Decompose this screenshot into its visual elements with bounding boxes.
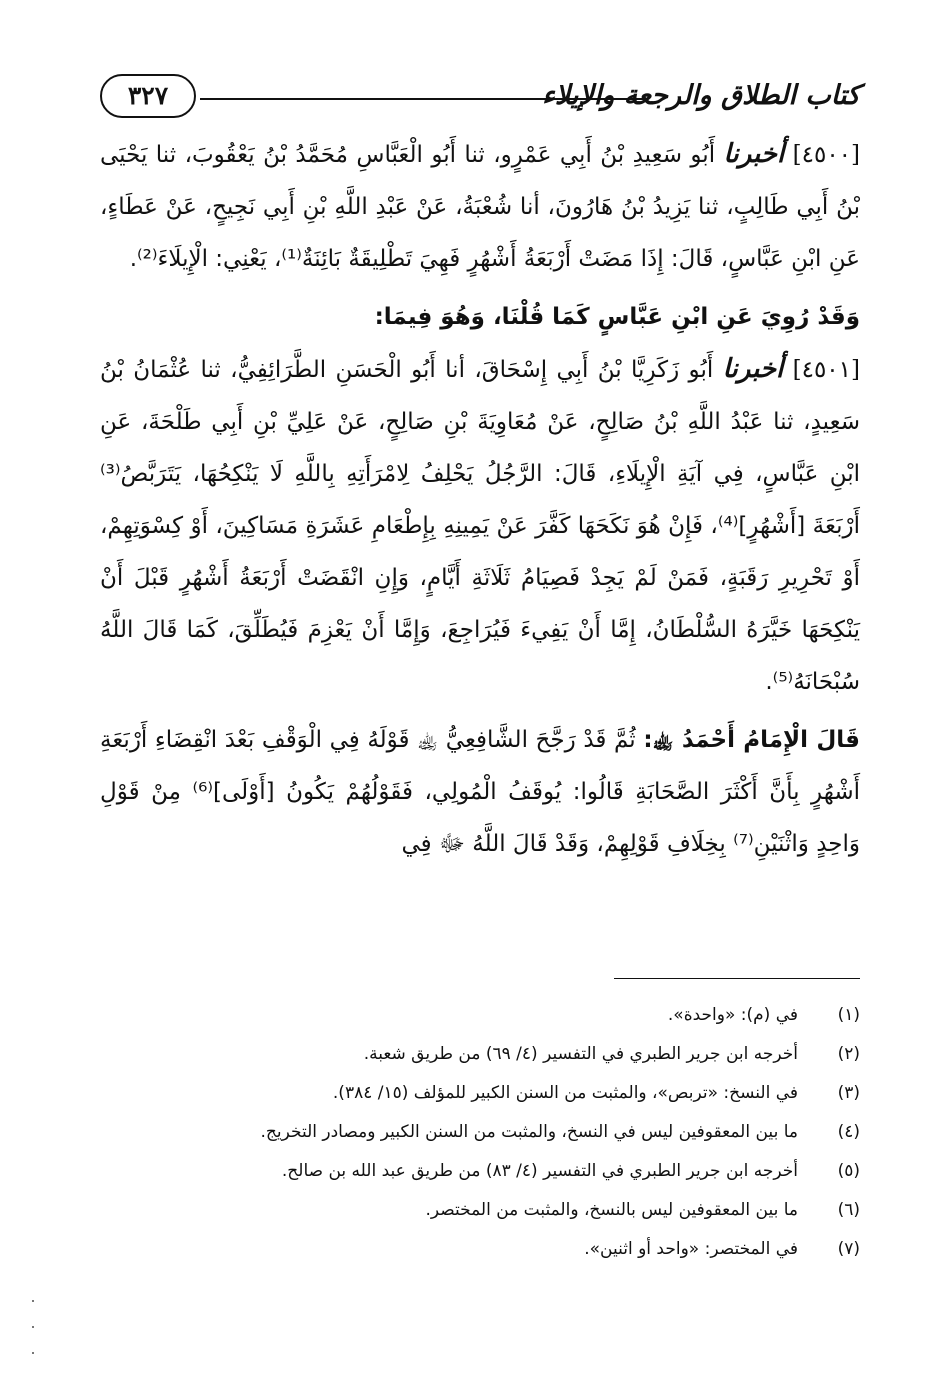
imam-lead: قَالَ الْإِمَامُ أَحْمَدُ ﵀: xyxy=(643,727,860,753)
footnote-text: ما بين المعقوفين ليس في النسخ، والمثبت من السنن الكبير ومصادر التخريج. xyxy=(260,1122,798,1142)
footnote-number: (٤) xyxy=(837,1122,860,1142)
footnote-item xyxy=(100,996,860,1035)
footnote-text: أخرجه ابن جرير الطبري في التفسير (٤/ ٨٣) من طريق عبد الله بن صالح. xyxy=(281,1161,798,1181)
hadith-number: [٤٥٠٠] xyxy=(792,142,861,168)
main-text xyxy=(100,128,860,870)
footnote-text: في النسخ: «تربص»، والمثبت من السنن الكبير للمؤلف (١٥/ ٣٨٤). xyxy=(332,1083,798,1103)
footnote-item xyxy=(100,1074,860,1113)
footnote-item xyxy=(100,1152,860,1191)
footnote-text: ما بين المعقوفين ليس بالنسخ، والمثبت من المختصر. xyxy=(425,1200,798,1220)
hadith-4500 xyxy=(100,128,860,285)
footnote-text: أخرجه ابن جرير الطبري في التفسير (٤/ ٦٩) من طريق شعبة. xyxy=(363,1044,798,1064)
header-rule xyxy=(200,98,648,100)
footnote-text: في (م): «واحدة». xyxy=(667,1005,798,1025)
scan-dot xyxy=(32,1326,34,1328)
hadith-keyword: أخبرنا xyxy=(723,139,785,169)
footnotes xyxy=(100,996,860,1269)
footnote-number: (٧) xyxy=(837,1239,860,1259)
imam-comment xyxy=(100,714,860,870)
scan-margin-marks xyxy=(28,1300,38,1360)
footnote-number: (٢) xyxy=(837,1044,860,1064)
footnote-item xyxy=(100,1191,860,1230)
imam-text: ثُمَّ قَدْ رَجَّحَ الشَّافِعِيُّ ﵀ قَوْلَهُ فِي الْوَقْفِ بَعْدَ انْقِضَاءِ أَرْبَعَةِ أَشْهُرٍ بِأَنَّ أَكْثَرَ الصَّحَابَةِ قَالُوا: يُوقَفُ الْمُولِي، فَقَوْلُهُمْ يَكُونُ [أَوْلَى]⁽⁶⁾ مِنْ قَوْلِ وَاحِدٍ وَاثْنَيْنِ⁽⁷⁾ بِخِلَافِ قَوْلِهِمْ، وَقَدْ قَالَ اللَّهُ ﷻ فِي xyxy=(100,727,861,857)
footnote-item xyxy=(100,1113,860,1152)
footnote-number: (٥) xyxy=(837,1161,860,1181)
rowiya-line: وَقَدْ رُوِيَ عَنِ ابْنِ عَبَّاسٍ كَمَا قُلْنَا، وَهُوَ فِيمَا: xyxy=(374,304,860,330)
hadith-text: أَبُو سَعِيدِ بْنُ أَبِي عَمْرٍو، ثنا أَبُو الْعَبَّاسِ مُحَمَّدُ بْنُ يَعْقُوبَ، ثنا يَحْيَى بْنُ أَبِي طَالِبٍ، ثنا يَزِيدُ بْنُ هَارُونَ، أنا شُعْبَةُ، عَنْ عَبْدِ اللَّهِ بْنِ أَبِي نَجِيحٍ، عَنْ عَطَاءٍ، عَنِ ابْنِ عَبَّاسٍ، قَالَ: إِذَا مَضَتْ أَرْبَعَةُ أَشْهُرٍ فَهِيَ تَطْلِيقَةٌ بَائِنَةٌ⁽¹⁾، يَعْنِي: الْإِيلَاءَ⁽²⁾. xyxy=(100,142,860,272)
footnote-number: (١) xyxy=(837,1005,860,1025)
hadith-text: أَبُو زَكَرِيَّا بْنُ أَبِي إِسْحَاقَ، أنا أَبُو الْحَسَنِ الطَّرَائِفِيُّ، ثنا عُثْمَانُ بْنُ سَعِيدٍ، ثنا عَبْدُ اللَّهِ بْنُ صَالِحٍ، عَنْ مُعَاوِيَةَ بْنِ صَالِحٍ، عَنْ عَلِيِّ بْنِ أَبِي طَلْحَةَ، عَنِ ابْنِ عَبَّاسٍ، فِي آيَةِ الْإِيلَاءِ، قَالَ: الرَّجُلُ يَحْلِفُ لِامْرَأَتِهِ بِاللَّهِ لَا يَنْكِحُهَا، يَتَرَبَّصُ⁽³⁾ أَرْبَعَةَ [أَشْهُرٍ]⁽⁴⁾، فَإِنْ هُوَ نَكَحَهَا كَفَّرَ عَنْ يَمِينِهِ بِإِطْعَامِ عَشَرَةِ مَسَاكِينَ، أَوْ كِسْوَتِهِمْ، أَوْ تَحْرِيرِ رَقَبَةٍ، فَمَنْ لَمْ يَجِدْ فَصِيَامُ ثَلَاثَةِ أَيَّامٍ، وَإِنِ انْقَضَتْ أَرْبَعَةُ أَشْهُرٍ قَبْلَ أَنْ يَنْكِحَهَا خَيَّرَهُ السُّلْطَانُ، إِمَّا أَنْ يَفِيءَ فَيُرَاجِعَ، وَإِمَّا أَنْ يَعْزِمَ فَيُطَلِّقَ، كَمَا قَالَ اللَّهُ سُبْحَانَهُ⁽⁵⁾. xyxy=(100,357,860,695)
page-number: ٣٢٧ xyxy=(100,74,196,118)
footnote-separator xyxy=(614,978,860,979)
footnote-text: في المختصر: «واحد أو اثنين». xyxy=(584,1239,798,1259)
footnote-item xyxy=(100,1035,860,1074)
footnote-item xyxy=(100,1230,860,1269)
scan-dot xyxy=(32,1300,34,1302)
running-title: كتاب الطلاق والرجعة والإيلاء xyxy=(542,80,860,111)
scan-dot xyxy=(32,1352,34,1354)
page-header xyxy=(100,70,860,122)
hadith-number: [٤٥٠١] xyxy=(792,357,860,383)
hadith-keyword: أخبرنا xyxy=(722,354,784,384)
hadith-4501 xyxy=(100,343,860,708)
footnote-number: (٦) xyxy=(837,1200,860,1220)
footnote-number: (٣) xyxy=(837,1083,860,1103)
